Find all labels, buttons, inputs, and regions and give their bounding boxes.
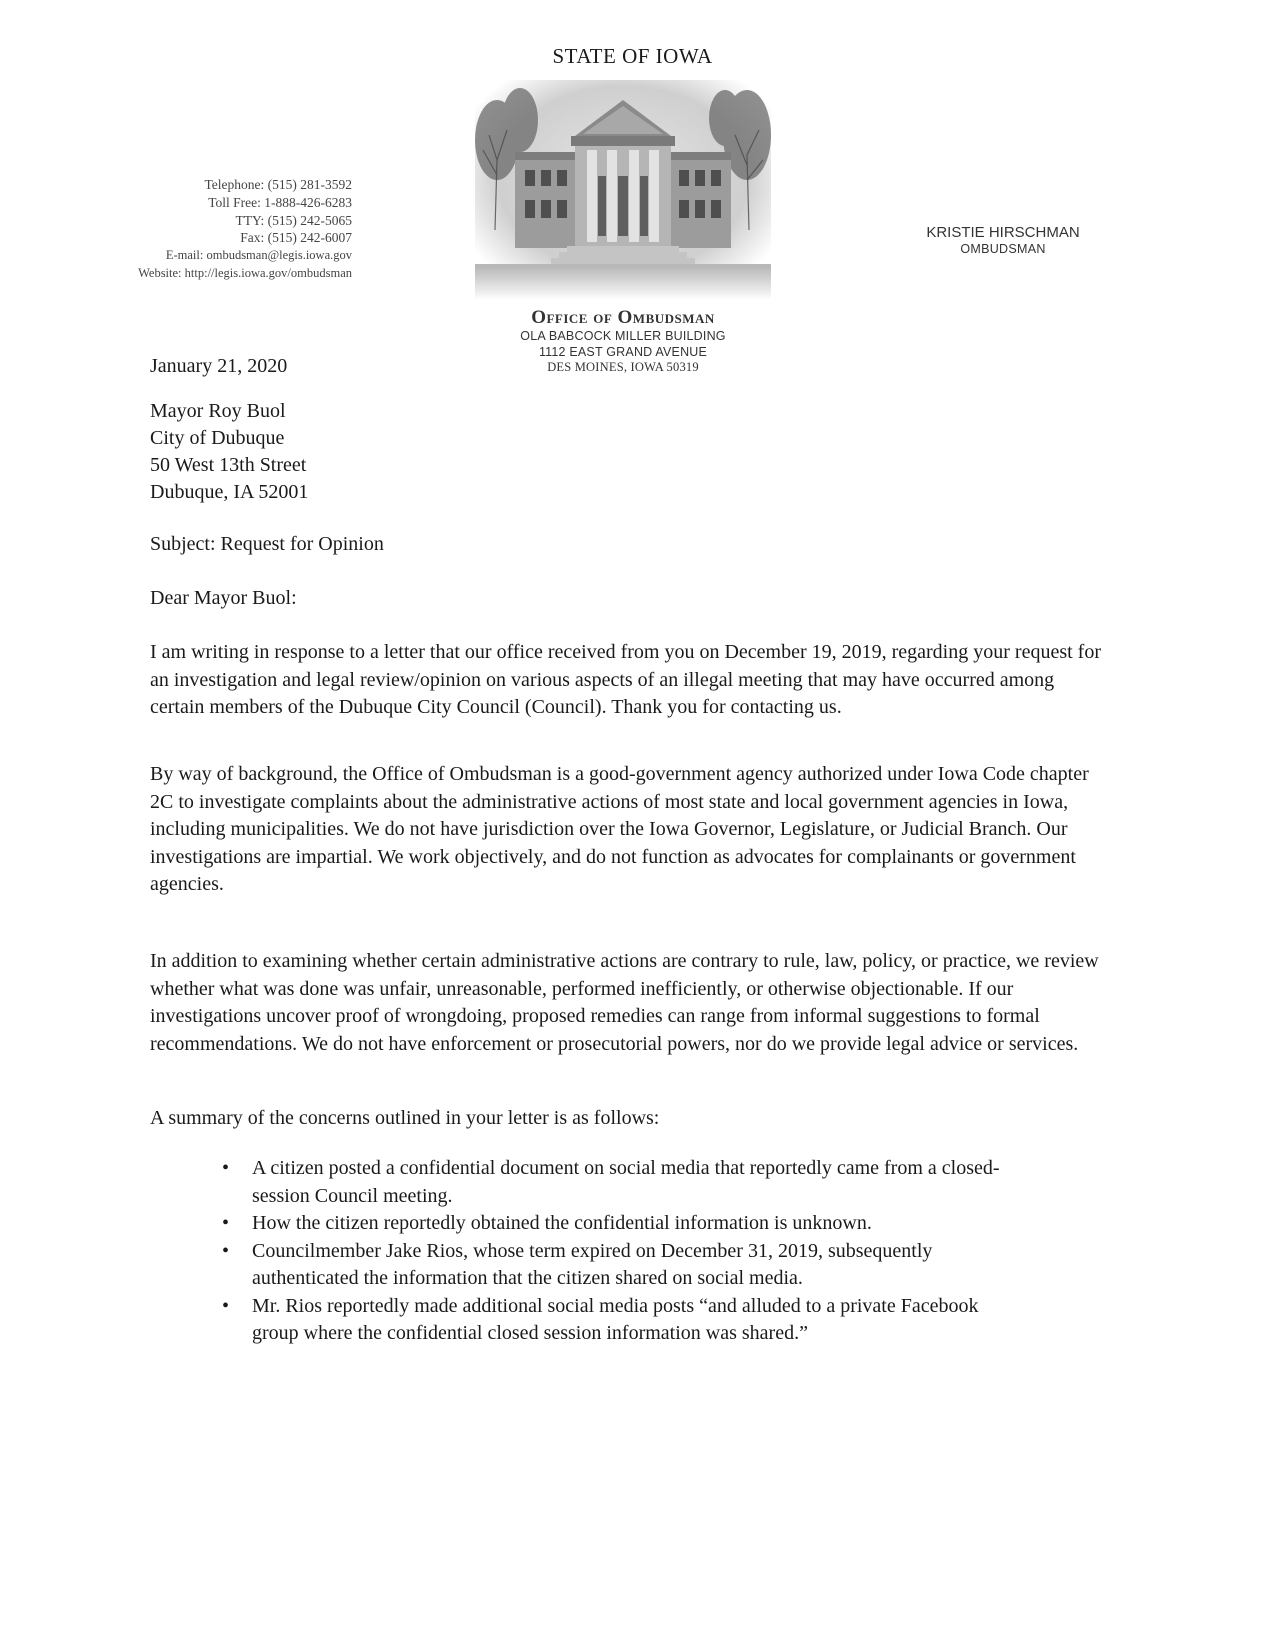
letterhead-state: STATE OF IOWA [552,44,713,68]
list-item [222,1238,1022,1293]
list-item [222,1155,1022,1210]
list-item-text: How the citizen reportedly obtained the confidential information is unknown. [252,1212,872,1234]
recipient-org: City of Dubuque [150,427,285,449]
bullet-dot-icon: • [222,1212,230,1234]
contact-email: E-mail: ombudsman@legis.iowa.gov [165,248,352,263]
letter-date: January 21, 2020 [150,355,288,377]
list-item-text: A citizen posted a confidential document on social media that reportedly came from a closed-session Council meeting. [252,1157,1000,1207]
list-item-text: Councilmember Jake Rios, whose term expired on December 31, 2019, subsequently authenticated the information that the citizen shared on social media. [252,1239,933,1289]
letter-salutation: Dear Mayor Buol: [150,587,297,609]
office-street: 1112 EAST GRAND AVENUE [538,344,708,359]
contact-toll-free: Toll Free: 1-888-426-6283 [208,194,352,210]
ombudsman-name-block [903,224,1103,258]
list-item [222,1210,1022,1238]
building-photo [475,80,771,300]
recipient-name: Mayor Roy Buol [150,400,286,422]
concerns-list [222,1155,1022,1348]
recipient-city: Dubuque, IA 52001 [150,481,309,503]
bullet-dot-icon: • [222,1157,230,1179]
paragraph-summary-intro: A summary of the concerns outlined in your letter is as follows: [150,1107,660,1129]
ombudsman-title: OMBUDSMAN [960,242,1046,256]
contact-website: Website: http://legis.iowa.gov/ombudsman [138,265,352,280]
office-building: OLA BABCOCK MILLER BUILDING [520,329,726,343]
contact-block [40,176,352,283]
paragraph-background: By way of background, the Office of Ombudsman is a good-government agency authorized under Iowa Code chapter 2C to investigate complaints about the administrative actions of most state and local government agencies in Iowa, including municipalities. We do not have jurisdiction over the Iowa Governor, Legislature, or Judicial Branch. Our investigations are impartial. We work objectively, and do not function as advocates for complainants or government agencies. [150,763,1089,895]
contact-fax: Fax: (515) 242-6007 [240,230,352,246]
list-item-text: Mr. Rios reportedly made additional social media posts “and alluded to a private Facebook group where the confidential closed session information was shared.” [252,1294,979,1344]
paragraph-scope: In addition to examining whether certain administrative actions are contrary to rule, law, policy, or practice, we review whether what was done was unfair, unreasonable, performed inefficiently, or otherwise objectionable. If our investigations uncover proof of wrongdoing, proposed remedies can range from informal suggestions to formal recommendations. We do not have enforcement or prosecutorial powers, nor do we provide legal advice or services. [150,950,1099,1055]
paragraph-response: I am writing in response to a letter that our office received from you on December 19, 2019, regarding your request for an investigation and legal review/opinion on various aspects of an illegal meeting that may have occurred among certain members of the Dubuque City Council (Council). Thank you for contacting us. [150,641,1101,718]
contact-telephone: Telephone: (515) 281-3592 [204,177,352,192]
office-city: DES MOINES, IOWA 50319 [547,360,699,374]
list-item [222,1293,1022,1348]
bullet-dot-icon: • [222,1294,230,1317]
ombudsman-name: KRISTIE HIRSCHMAN [926,224,1080,241]
letter-subject: Subject: Request for Opinion [150,533,384,555]
contact-tty: TTY: (515) 242-5065 [235,212,352,228]
recipient-street: 50 West 13th Street [150,454,307,476]
office-title: Office of Ombudsman [531,307,715,328]
bullet-dot-icon: • [222,1239,230,1262]
recipient-address [150,398,1110,506]
